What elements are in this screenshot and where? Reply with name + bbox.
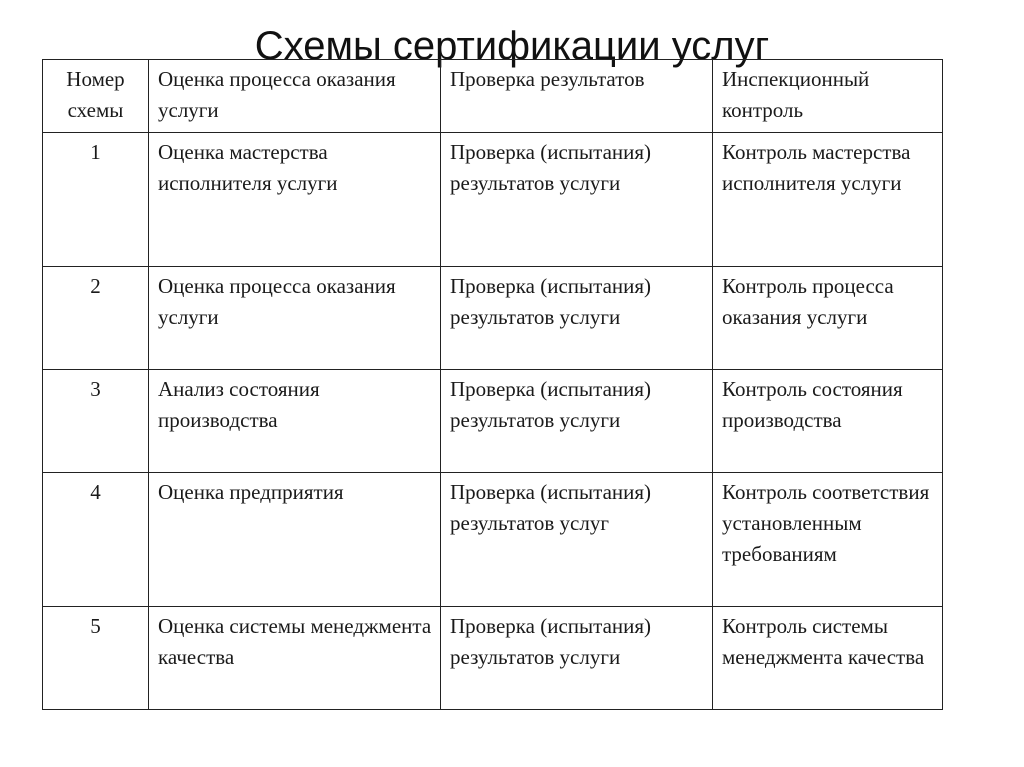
inspection-cell: Контроль процесса оказания услуги — [713, 267, 943, 370]
verification-cell: Проверка (испытания) результатов услуг — [441, 473, 713, 607]
inspection-cell: Контроль системы менеджмента качества — [713, 607, 943, 710]
table-row — [43, 133, 943, 267]
header-results-verification: Проверка результатов — [441, 60, 713, 133]
certification-schemes-table — [42, 59, 943, 710]
scheme-number: 1 — [43, 133, 149, 267]
assessment-cell: Анализ состояния производства — [149, 370, 441, 473]
scheme-number: 5 — [43, 607, 149, 710]
inspection-cell: Контроль соответствия установленным требованиям — [713, 473, 943, 607]
header-inspection-control: Инспекционный контроль — [713, 60, 943, 133]
table-row — [43, 370, 943, 473]
assessment-cell: Оценка системы менеджмента качества — [149, 607, 441, 710]
inspection-cell: Контроль состояния производства — [713, 370, 943, 473]
verification-cell: Проверка (испытания) результатов услуги — [441, 133, 713, 267]
header-scheme-number: Номер схемы — [43, 60, 149, 133]
verification-cell: Проверка (испытания) результатов услуги — [441, 267, 713, 370]
page-title: Схемы сертификации услуг — [254, 24, 770, 68]
assessment-cell: Оценка мастерства исполнителя услуги — [149, 133, 441, 267]
assessment-cell: Оценка процесса оказания услуги — [149, 267, 441, 370]
header-process-assessment: Оценка процесса оказания услуги — [149, 60, 441, 133]
table-row — [43, 473, 943, 607]
table-row — [43, 267, 943, 370]
scheme-number: 2 — [43, 267, 149, 370]
scheme-number: 4 — [43, 473, 149, 607]
table-header-row — [43, 60, 943, 133]
assessment-cell: Оценка предприятия — [149, 473, 441, 607]
scheme-number: 3 — [43, 370, 149, 473]
verification-cell: Проверка (испытания) результатов услуги — [441, 370, 713, 473]
inspection-cell: Контроль мастерства исполнителя услуги — [713, 133, 943, 267]
table-row — [43, 607, 943, 710]
verification-cell: Проверка (испытания) результатов услуги — [441, 607, 713, 710]
